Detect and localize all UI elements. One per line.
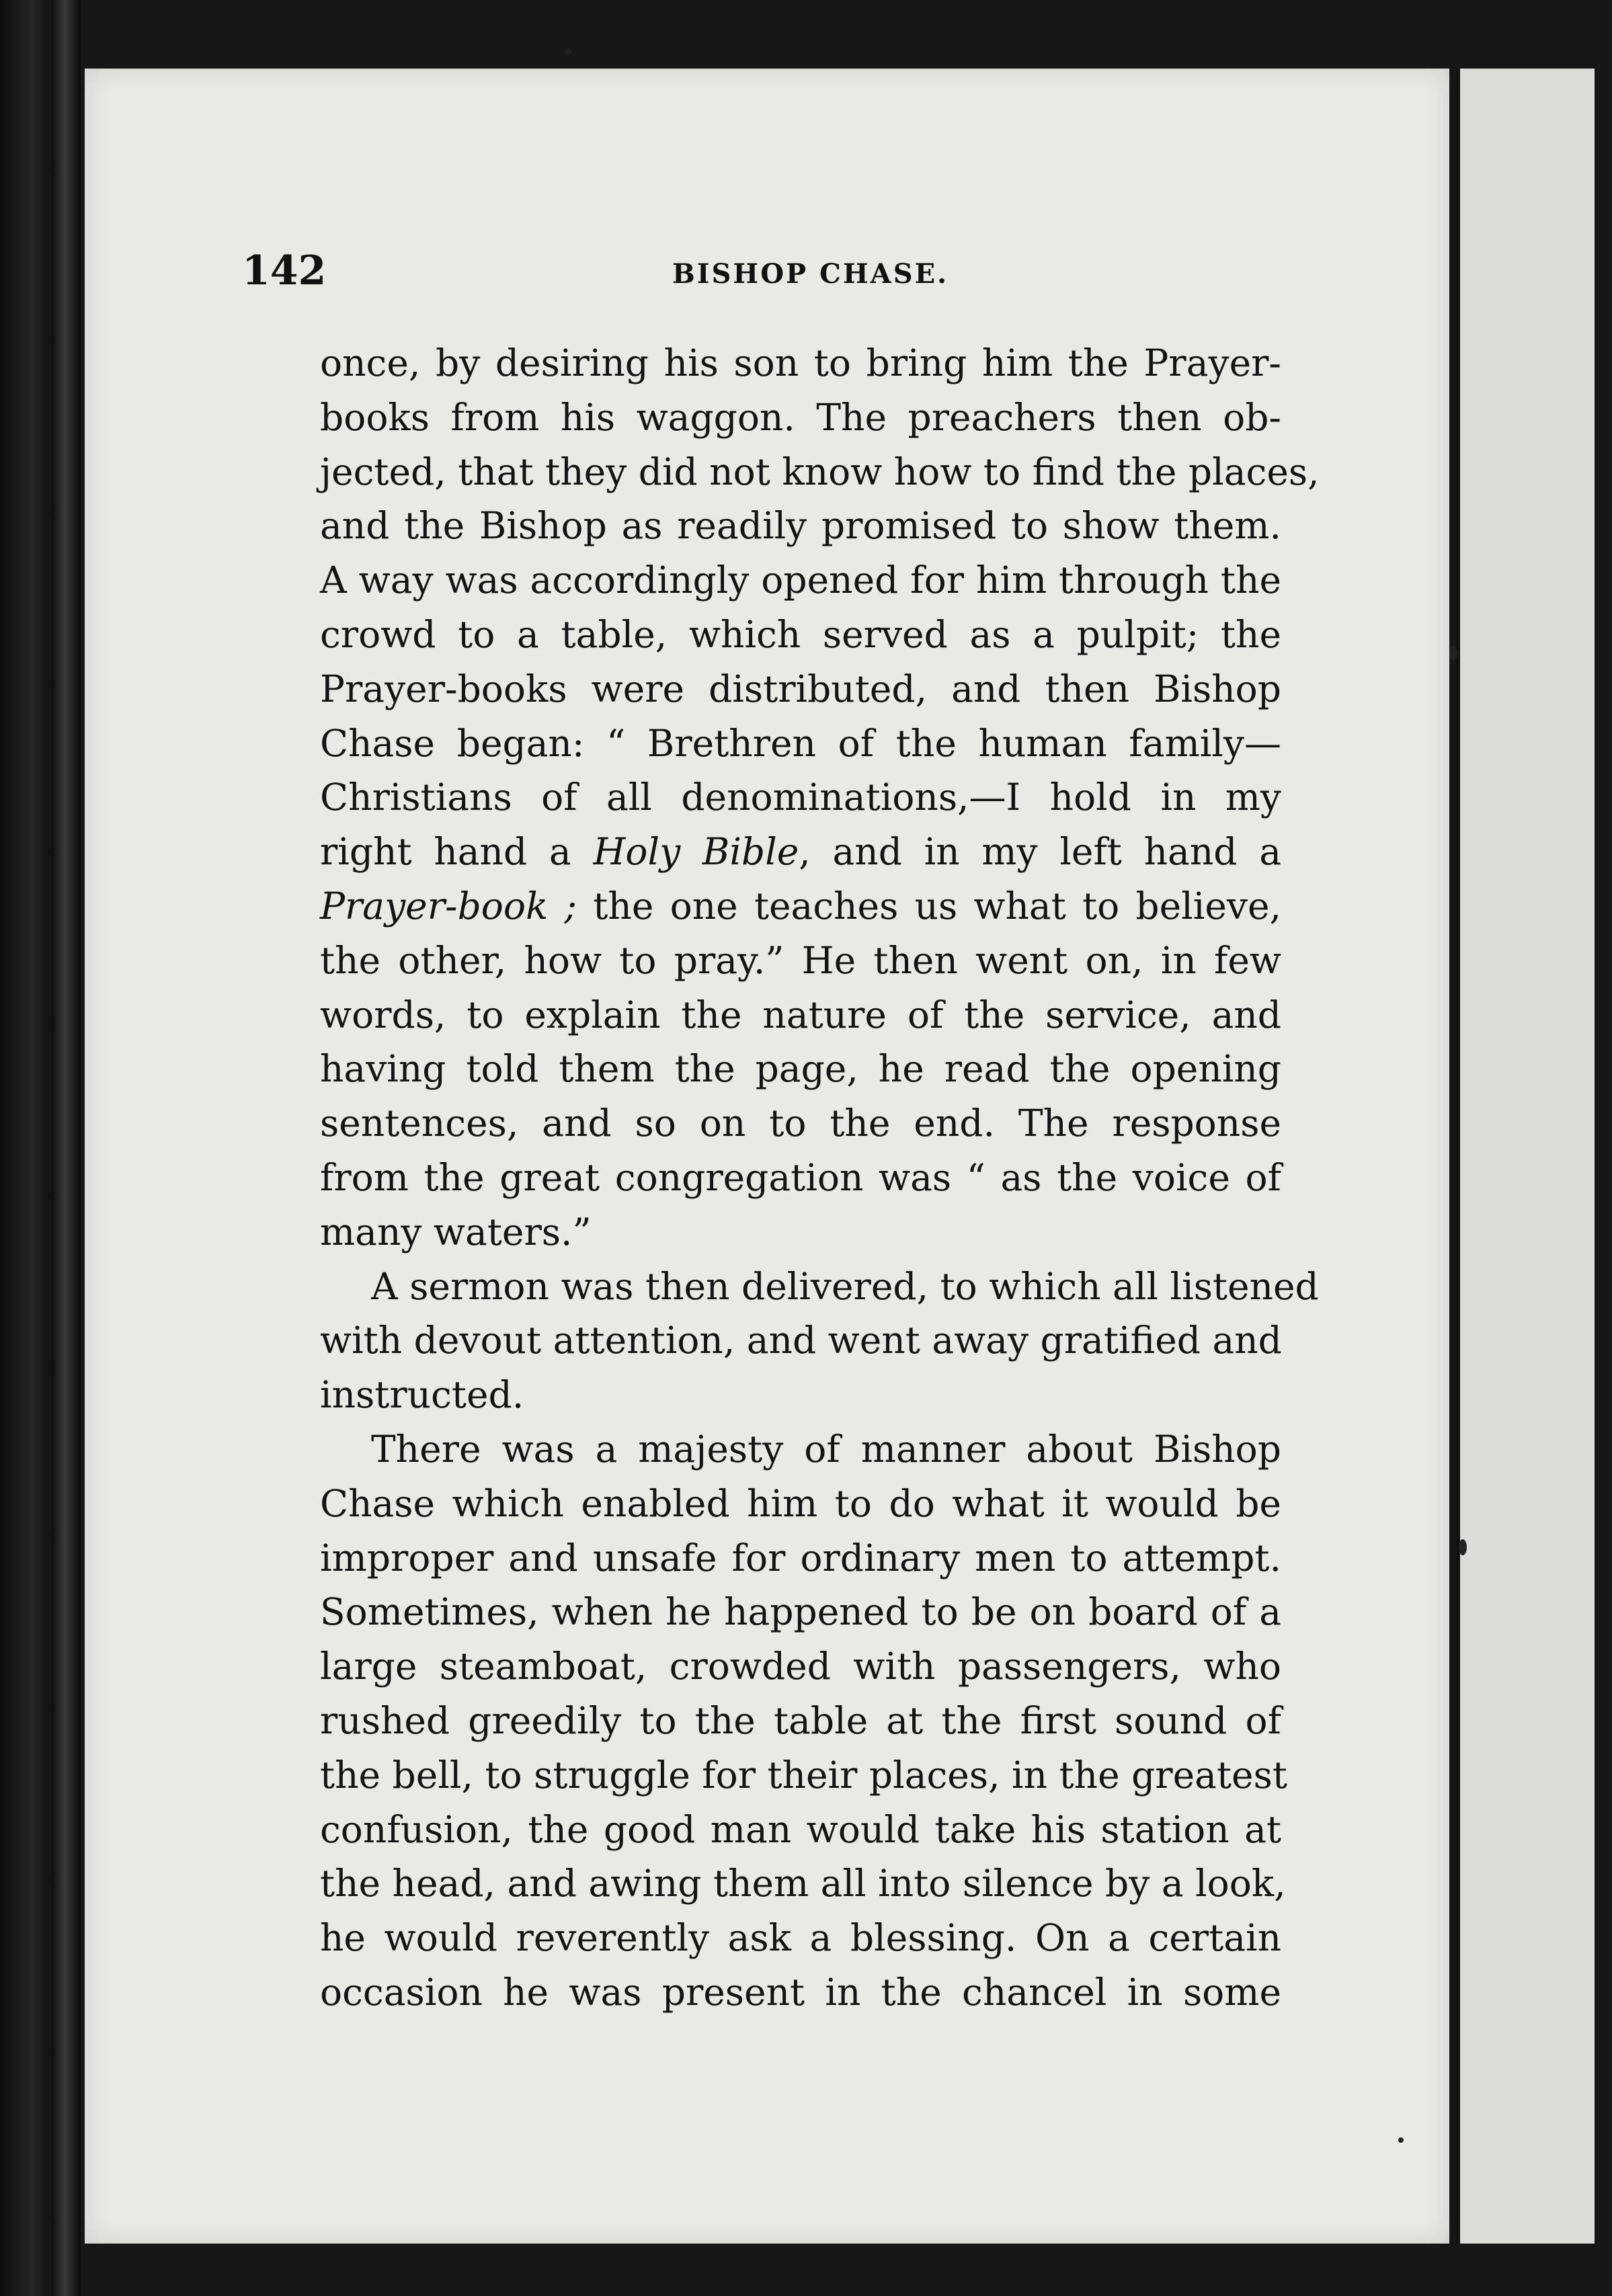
text-line: from the great congregation was “ as the voice of (320, 1155, 1281, 1199)
dust-speck (1449, 645, 1457, 660)
book-spine-edge (0, 0, 81, 2296)
text-line: sentences, and so on to the end. The response (320, 1102, 1281, 1145)
text-line: Sometimes, when he happened to be on board of a (320, 1590, 1281, 1634)
text-line: and the Bishop as readily promised to show them. (320, 504, 1281, 548)
text-line: Chase which enabled him to do what it would be (320, 1481, 1281, 1525)
text-line: instructed. (320, 1373, 524, 1417)
text-line: with devout attention, and went away gratified and (320, 1319, 1282, 1362)
text-line: occasion he was present in the chancel in some (320, 1970, 1281, 2014)
facing-page-edge (1456, 69, 1595, 2244)
text-line: the bell, to struggle for their places, in the greatest (320, 1753, 1287, 1797)
text-line: There was a majesty of manner about Bishop (371, 1427, 1281, 1471)
text-line (320, 825, 1281, 879)
text-line: books from his waggon. The preachers then ob- (320, 395, 1281, 439)
text-line: Christians of all denominations,—I hold in my (320, 776, 1281, 819)
page-number: 142 (242, 247, 327, 294)
running-head: BISHOP CHASE. (672, 258, 949, 290)
italic-title-holy-bible: Holy Bible (593, 830, 799, 874)
text-line: A way was accordingly opened for him through the (320, 559, 1281, 602)
text-line: words, to explain the nature of the service, and (320, 993, 1281, 1036)
text-line: jected, that they did not know how to find the places, (320, 450, 1320, 493)
dust-speck (565, 48, 571, 55)
text-line: the other, how to pray.” He then went on, in few (320, 938, 1281, 982)
text-line: improper and unsafe for ordinary men to attempt. (320, 1536, 1281, 1580)
body-text (320, 336, 1320, 2020)
text-line: once, by desiring his son to bring him the Prayer- (320, 341, 1281, 384)
text-line: having told them the page, he read the opening (320, 1047, 1281, 1091)
text-run: , and in my left hand a (799, 830, 1281, 874)
text-line: Chase began: “ Brethren of the human family— (320, 721, 1281, 765)
text-line: the head, and awing them all into silence by a look, (320, 1862, 1286, 1905)
text-line: Prayer-books were distributed, and then Bishop (320, 667, 1281, 710)
text-line (320, 879, 1281, 934)
text-line: A sermon was then delivered, to which all listened (371, 1264, 1319, 1308)
text-line: rushed greedily to the table at the first sound of (320, 1698, 1281, 1742)
text-line: confusion, the good man would take his station at (320, 1807, 1281, 1851)
dust-speck (1398, 2137, 1404, 2143)
dust-speck (1459, 1539, 1467, 1555)
text-line: many waters.” (320, 1210, 592, 1254)
text-line: large steamboat, crowded with passengers, who (320, 1645, 1281, 1688)
text-run: the one teaches us what to believe, (577, 884, 1282, 928)
text-line: he would reverently ask a blessing. On a certain (320, 1916, 1281, 1960)
text-run: right hand a (320, 830, 594, 874)
italic-title-prayer-book: Prayer-book ; (320, 884, 577, 928)
page-header (242, 247, 1291, 315)
text-line: crowd to a table, which served as a pulpit; the (320, 612, 1281, 656)
